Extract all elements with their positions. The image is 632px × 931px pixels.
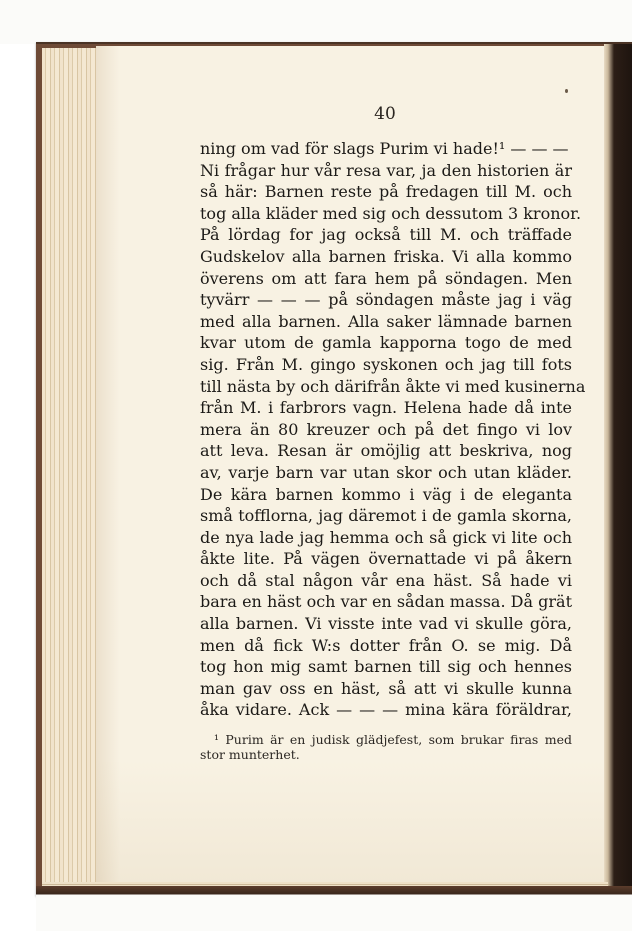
text-line: åkte lite. På vägen övernattade vi på åkern	[200, 549, 572, 569]
text-line: till nästa by och därifrån åkte vi med kusinerna	[200, 376, 586, 396]
text-line: bara en häst och var en sådan massa. Då grät	[200, 592, 572, 612]
text-line: överens om att fara hem på söndagen. Men	[200, 268, 572, 288]
book-bottom-edge	[36, 886, 632, 931]
footnote-line: stor munterhet.	[200, 747, 300, 762]
scan-background	[0, 0, 632, 44]
text-line: Ni frågar hur vår resa var, ja den historien är	[200, 160, 572, 180]
text-line: men då fick W:s dotter från O. se mig. Då	[200, 635, 572, 655]
paper-speck	[565, 89, 568, 93]
book-right-edge	[604, 44, 632, 894]
text-line: De kära barnen kommo i väg i de eleganta	[200, 484, 572, 504]
footnote-line: ¹ Purim är en judisk glädjefest, som brukar firas med	[214, 732, 572, 747]
text-line: mera än 80 kreuzer och på det fingo vi lov	[200, 419, 572, 439]
text-line: tog hon mig samt barnen till sig och hennes	[200, 657, 572, 677]
text-line: så här: Barnen reste på fredagen till M. och	[200, 182, 572, 202]
text-line: och då stal någon vår ena häst. Så hade vi	[200, 570, 572, 590]
text-line: med alla barnen. Alla saker lämnade barnen	[200, 311, 572, 331]
text-line: alla barnen. Vi visste inte vad vi skulle göra,	[200, 614, 572, 634]
footnote	[200, 732, 572, 762]
text-line: Gudskelov alla barnen friska. Vi alla kommo	[200, 246, 572, 266]
text-line: ning om vad för slags Purim vi hade!¹ — — —	[200, 139, 569, 158]
text-line: tyvärr — — — på söndagen måste jag i väg	[200, 290, 572, 310]
text-line: från M. i farbrors vagn. Helena hade då inte	[200, 398, 572, 418]
text-line: små tofflorna, jag däremot i de gamla skorna,	[200, 506, 572, 526]
text-line: tog alla kläder med sig och dessutom 3 kronor.	[200, 203, 582, 223]
page-number: 40	[374, 104, 396, 124]
text-line: man gav oss en häst, så att vi skulle kunna	[200, 678, 572, 698]
text-line: kvar utom de gamla kapporna togo de med	[200, 333, 572, 353]
text-line: åka vidare. Ack — — — mina kära föräldrar,	[200, 700, 572, 720]
text-line: av, varje barn var utan skor och utan kläder.	[200, 462, 572, 482]
text-line: sig. Från M. gingo syskonen och jag till fots	[200, 354, 572, 374]
text-line: de nya lade jag hemma och så gick vi lite och	[200, 527, 572, 547]
text-line: På lördag for jag också till M. och träffade	[200, 225, 572, 245]
body-text	[200, 138, 586, 721]
page-edges	[42, 48, 100, 886]
text-line: att leva. Resan är omöjlig att beskriva, nog	[200, 441, 572, 461]
